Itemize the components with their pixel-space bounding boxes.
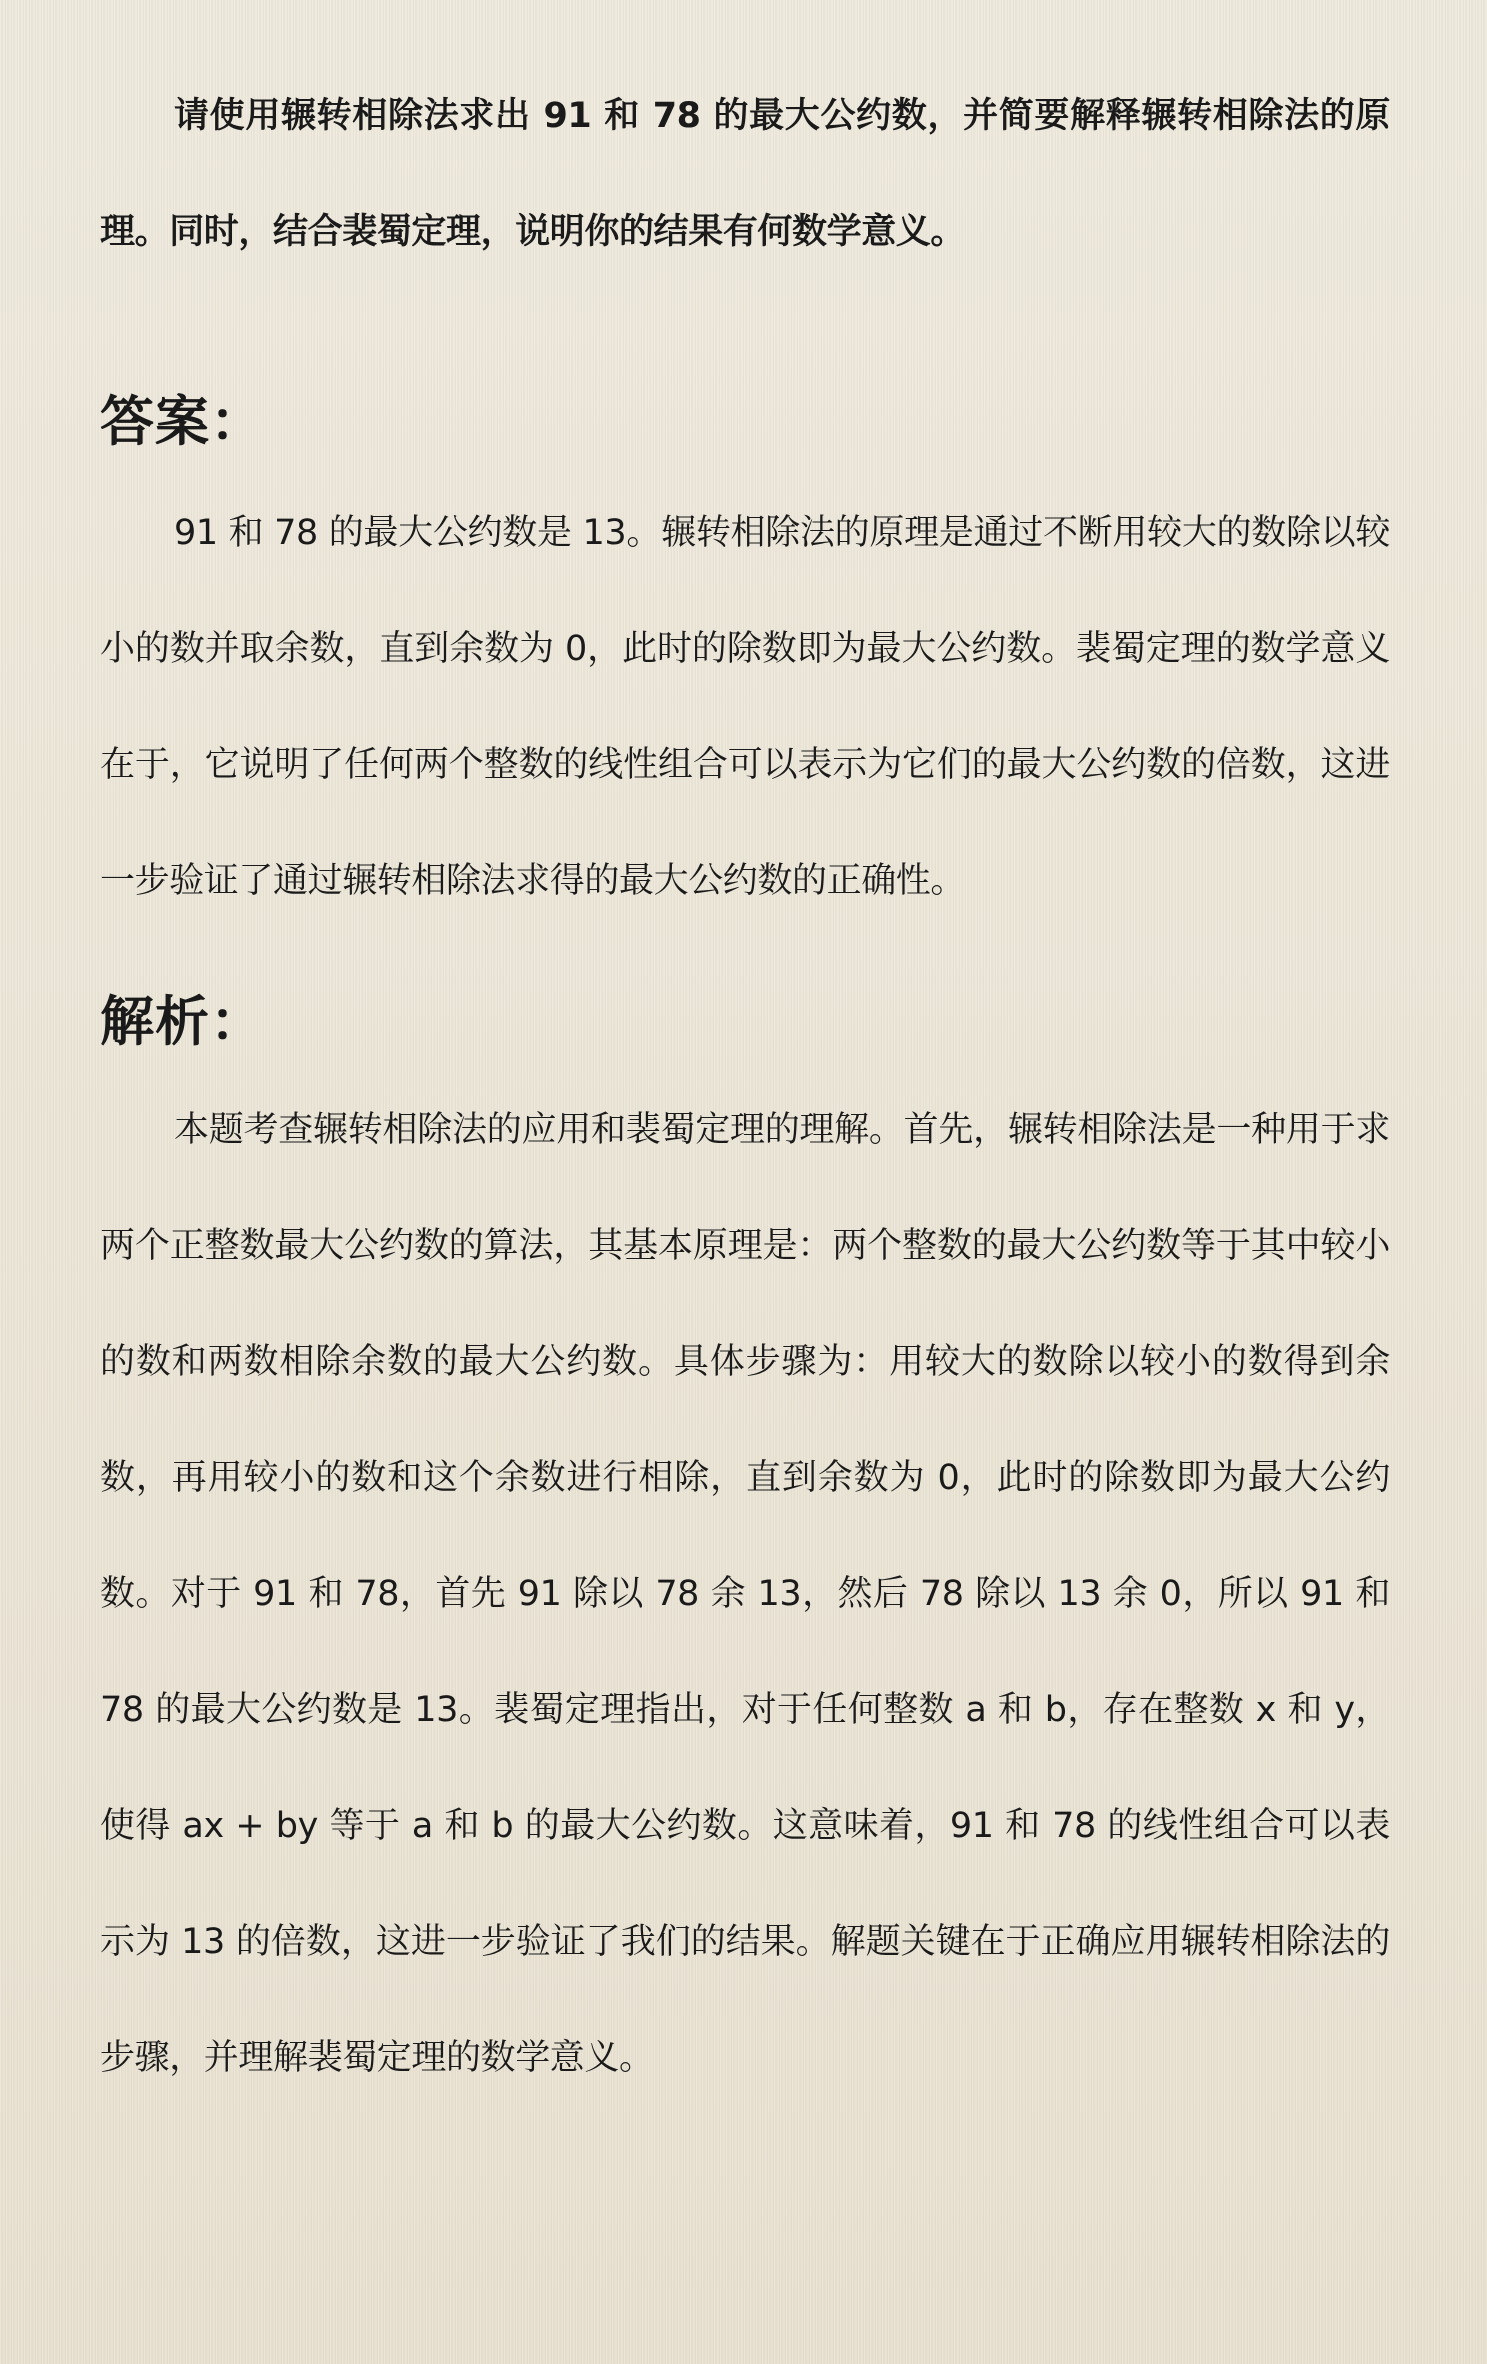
answer-heading: 答案： xyxy=(100,390,265,453)
question-text: 请使用辗转相除法求出 91 和 78 的最大公约数，并简要解释辗转相除法的原理。同时，结合裴蜀定理，说明你的结果有何数学意义。 xyxy=(100,96,1390,252)
answer-text: 91 和 78 的最大公约数是 13。辗转相除法的原理是通过不断用较大的数除以较小的数并取余数，直到余数为 0，此时的除数即为最大公约数。裴蜀定理的数学意义在于，它说明了任何两个整数的线性组合可以表示为它们的最大公约数的倍数，这进一步验证了通过辗转相除法求得的最大公约数的正确性。 xyxy=(100,513,1390,901)
answer-section xyxy=(100,475,1390,939)
analysis-text: 本题考查辗转相除法的应用和裴蜀定理的理解。首先，辗转相除法是一种用于求两个正整数最大公约数的算法，其基本原理是：两个整数的最大公约数等于其中较小的数和两数相除余数的最大公约数。具体步骤为：用较大的数除以较小的数得到余数，再用较小的数和这个余数进行相除，直到余数为 0，此时的除数即为最大公约数。对于 91 和 78，首先 91 除以 78 余 13，然后 78 除以 13 余 0，所以 91 和 78 的最大公约数是 13。裴蜀定理指出，对于任何整数 a 和 b，存在整数 x 和 y，使得 ax + by 等于 a 和 b 的最大公约数。这意味着，91 和 78 的线性组合可以表示为 13 的倍数，这进一步验证了我们的结果。解题关键在于正确应用辗转相除法的步骤，并理解裴蜀定理的数学意义。 xyxy=(100,1110,1390,2078)
analysis-heading: 解析： xyxy=(100,990,265,1053)
analysis-section xyxy=(100,1072,1390,2116)
